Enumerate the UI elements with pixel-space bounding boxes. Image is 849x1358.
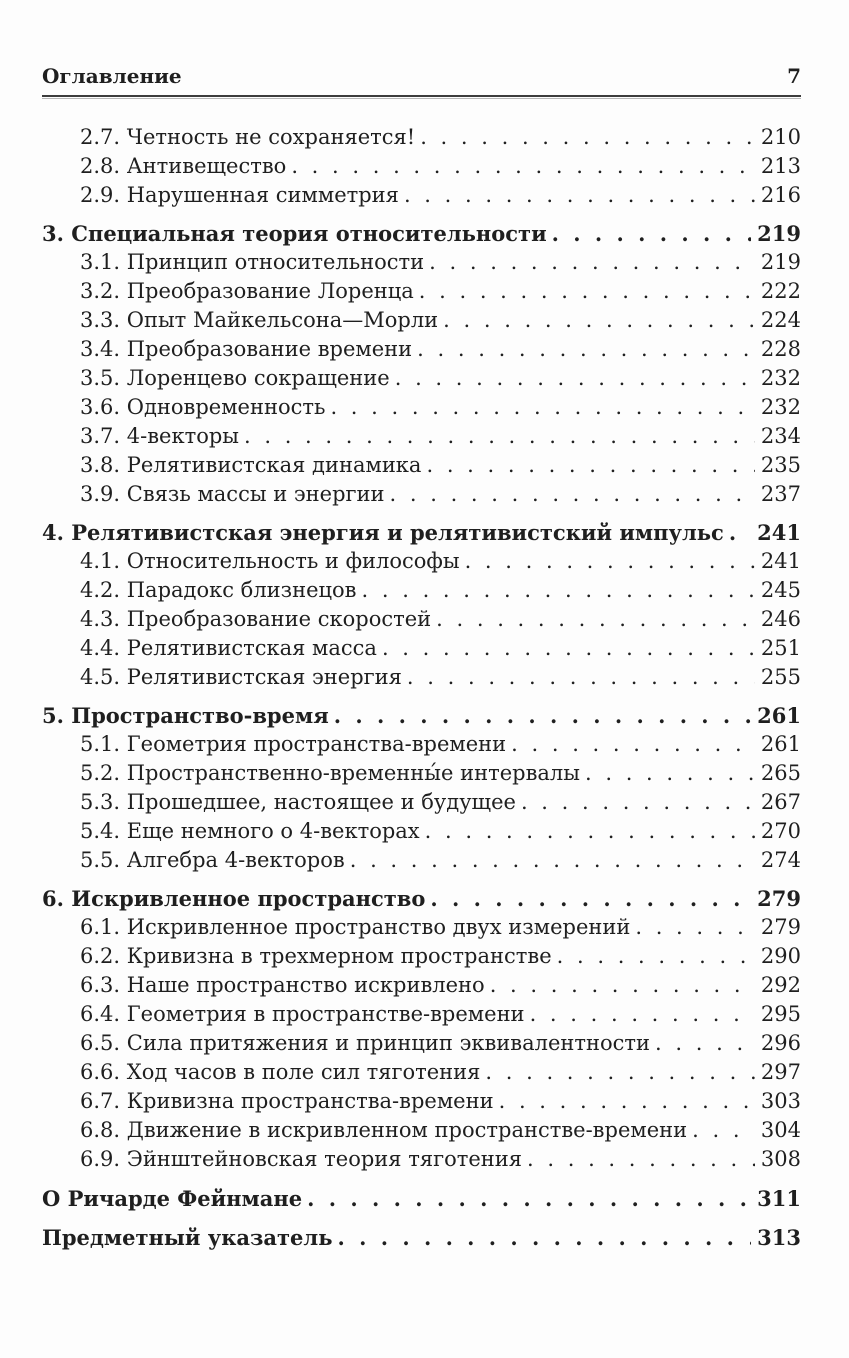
toc-entry [42,663,801,692]
toc-entry-page: 270 [760,819,801,843]
dot-leader [585,759,755,788]
toc-entry [42,1058,801,1087]
dot-leader [655,1029,755,1058]
toc-entry [42,335,801,364]
dot-leader [420,123,755,152]
toc-entry-page: 297 [760,1060,801,1084]
toc-entry-page: 295 [760,1002,801,1026]
toc-entry-page: 265 [760,761,801,785]
toc-entry-text: 3.3. Опыт Майкельсона—Морли [80,308,439,332]
toc-entry [42,576,801,605]
toc-entry-text: 6.3. Наше пространство искривлено [80,973,485,997]
dot-leader [521,788,755,817]
toc-entry-page: 232 [760,395,801,419]
toc-entry-text: 6.1. Искривленное пространство двух измерений [80,915,631,939]
toc-entry-page: 267 [760,790,801,814]
page-content [42,64,801,1252]
toc-entry-text: 3.9. Связь массы и энергии [80,482,385,506]
toc-entry [42,364,801,393]
dot-leader [244,422,755,451]
dot-leader [499,1087,755,1116]
toc-entry [42,817,801,846]
toc-entry [42,605,801,634]
toc-entry-page: 313 [757,1225,801,1250]
dot-leader [337,1223,751,1252]
header-rule-light [42,98,801,99]
toc-entry [42,1223,801,1252]
toc-entry [42,1116,801,1145]
header-page-number: 7 [787,64,801,88]
toc-entry-text: 3. Специальная теория относительности [42,221,547,246]
toc-entry-text: 6.4. Геометрия в пространстве-времени [80,1002,525,1026]
toc-entry [42,788,801,817]
toc-entry-page: 219 [757,221,801,246]
dot-leader [307,1184,751,1213]
toc-entry-page: 234 [760,424,801,448]
toc-entry-text: 5. Пространство-время [42,703,329,728]
toc-entry-page: 290 [760,944,801,968]
dot-leader [635,913,755,942]
toc-entry-text: 5.5. Алгебра 4-векторов [80,848,345,872]
toc-entry [42,480,801,509]
toc-entry-page: 224 [760,308,801,332]
toc-entry-text: 4. Релятивистская энергия и релятивистский импульс [42,520,724,545]
toc-entry-text: 4.1. Относительность и философы [80,549,460,573]
dot-leader [291,152,755,181]
toc-entry [42,1145,801,1174]
toc-entry-text: 5.4. Еще немного о 4-векторах [80,819,420,843]
toc-entry [42,730,801,759]
toc-entry [42,248,801,277]
dot-leader [530,1000,755,1029]
toc-entry-page: 237 [760,482,801,506]
toc-entry-text: 5.1. Геометрия пространства-времени [80,732,507,756]
dot-leader [430,884,751,913]
toc-entry [42,913,801,942]
toc-entry [42,277,801,306]
dot-leader [436,605,755,634]
toc-entry-page: 274 [760,848,801,872]
toc-entry-page: 245 [760,578,801,602]
toc-entry [42,306,801,335]
dot-leader [485,1058,755,1087]
dot-leader [330,393,754,422]
toc-entry-text: 6.9. Эйнштейновская теория тяготения [80,1147,523,1171]
page-title: Оглавление [42,64,182,88]
toc-entry-page: 222 [760,279,801,303]
toc-entry [42,393,801,422]
dot-leader [382,634,755,663]
toc-entry-text: 2.9. Нарушенная симметрия [80,183,399,207]
toc-entry [42,701,801,730]
toc-entry [42,547,801,576]
toc-entry-page: 241 [760,549,801,573]
toc-entry-page: 261 [757,703,801,728]
dot-leader [407,663,755,692]
toc-entry-text: 6. Искривленное пространство [42,886,426,911]
dot-leader [426,451,754,480]
toc-entry-text: 3.8. Релятивистская динамика [80,453,422,477]
toc-entry-text: 2.8. Антивещество [80,154,287,178]
toc-entry [42,759,801,788]
toc-entry-page: 308 [760,1147,801,1171]
toc-entry-page: 279 [757,886,801,911]
toc-entry-text: 6.7. Кривизна пространства-времени [80,1089,494,1113]
dot-leader [395,364,755,393]
toc-entry-text: О Ричарде Фейнмане [42,1186,303,1211]
toc-entry-text: Предметный указатель [42,1225,333,1250]
toc-entry [42,123,801,152]
dot-leader [417,335,755,364]
toc-entry-page: 241 [757,520,801,545]
dot-leader [490,971,755,1000]
toc-entry [42,634,801,663]
toc-entry [42,1087,801,1116]
dot-leader [334,701,751,730]
dot-leader [390,480,755,509]
toc-entry-text: 5.2. Пространственно-временны́е интервалы [80,761,580,785]
toc-entry [42,971,801,1000]
toc-entry [42,219,801,248]
toc-entry-page: 228 [760,337,801,361]
dot-leader [419,277,755,306]
dot-leader [729,518,751,547]
toc-entry-page: 235 [760,453,801,477]
toc-entry-text: 4.5. Релятивистская энергия [80,665,402,689]
dot-leader [465,547,755,576]
dot-leader [425,817,755,846]
toc-entry-text: 6.6. Ход часов в поле сил тяготения [80,1060,481,1084]
toc-entry-text: 4.3. Преобразование скоростей [80,607,432,631]
toc-entry [42,884,801,913]
toc-entry-text: 6.8. Движение в искривленном пространстве-времени [80,1118,688,1142]
toc-entry [42,152,801,181]
toc-entry [42,422,801,451]
toc-entry-page: 279 [760,915,801,939]
toc-entry-text: 3.2. Преобразование Лоренца [80,279,414,303]
toc-entry-page: 246 [760,607,801,631]
toc-entry-page: 292 [760,973,801,997]
toc-entry-page: 232 [760,366,801,390]
toc-entry-page: 304 [760,1118,801,1142]
toc-entry-page: 261 [760,732,801,756]
toc-entry-text: 3.5. Лоренцево сокращение [80,366,390,390]
dot-leader [692,1116,755,1145]
dot-leader [552,219,752,248]
dot-leader [557,942,755,971]
dot-leader [350,846,755,875]
toc-entry-page: 303 [760,1089,801,1113]
toc-entry-text: 6.2. Кривизна в трехмерном пространстве [80,944,552,968]
toc-entry [42,1184,801,1213]
toc-entry [42,846,801,875]
toc-entry-page: 213 [760,154,801,178]
toc-entry-page: 210 [760,125,801,149]
toc-entry [42,1000,801,1029]
toc-entry [42,942,801,971]
toc-entry-page: 311 [757,1186,801,1211]
toc-entry-text: 3.4. Преобразование времени [80,337,413,361]
toc-entry-page: 255 [760,665,801,689]
toc-entry-page: 216 [760,183,801,207]
toc-entry-text: 2.7. Четность не сохраняется! [80,125,416,149]
toc-list [42,123,801,1252]
toc-entry-page: 296 [760,1031,801,1055]
dot-leader [527,1145,755,1174]
toc-entry-text: 4.2. Парадокс близнецов [80,578,357,602]
toc-entry-page: 219 [760,250,801,274]
toc-entry [42,451,801,480]
toc-entry [42,518,801,547]
dot-leader [404,181,755,210]
toc-entry-page: 251 [760,636,801,660]
running-header [42,64,801,88]
dot-leader [362,576,755,605]
header-rule-dark [42,95,801,97]
toc-entry-text: 6.5. Сила притяжения и принцип эквивалентности [80,1031,651,1055]
toc-entry-text: 5.3. Прошедшее, настоящее и будущее [80,790,516,814]
dot-leader [443,306,755,335]
toc-entry-text: 3.1. Принцип относительности [80,250,425,274]
toc-entry-text: 3.6. Одновременность [80,395,326,419]
toc-entry-text: 4.4. Релятивистская масса [80,636,377,660]
dot-leader [511,730,755,759]
toc-entry [42,181,801,210]
toc-entry-text: 3.7. 4-векторы [80,424,239,448]
dot-leader [429,248,755,277]
toc-entry [42,1029,801,1058]
